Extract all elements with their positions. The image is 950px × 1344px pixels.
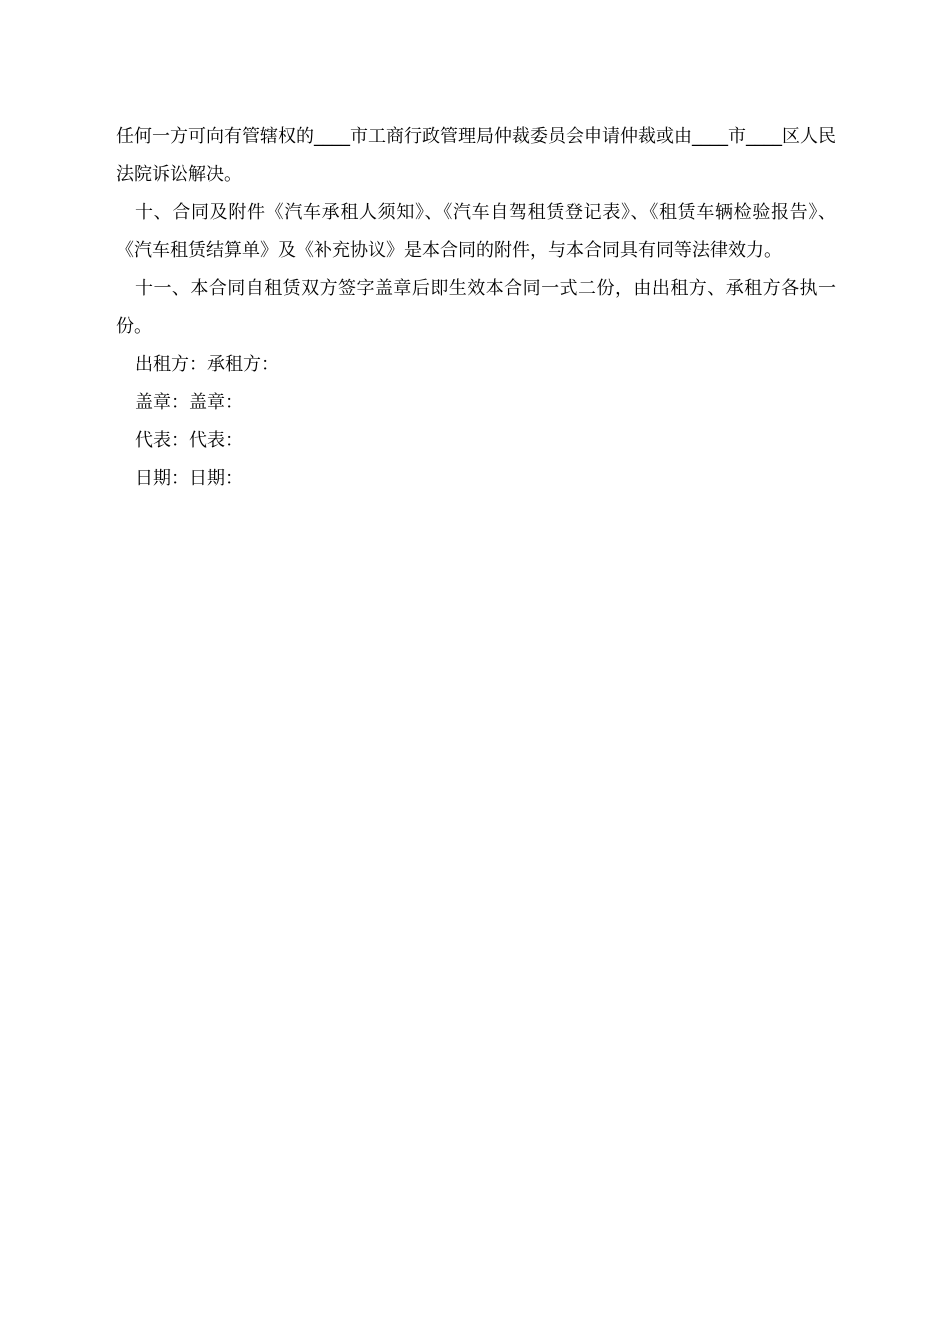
signature-representative-line: 代表：代表： — [135, 430, 243, 451]
clause-ten-paragraph: 十、合同及附件《汽车承租人须知》、《汽车自驾租赁登记表》、《租赁车辆检验报告》、《汽车租赁结算单》及《补充协议》是本合同的附件，与本合同具有同等法律效力。 — [116, 202, 836, 261]
document-body — [116, 118, 836, 498]
dispute-resolution-paragraph: 任何一方可向有管辖权的____市工商行政管理局仲裁委员会申请仲裁或由____市____区人民法院诉讼解决。 — [116, 126, 836, 185]
clause-eleven-paragraph: 十一、本合同自租赁双方签字盖章后即生效本合同一式二份，由出租方、承租方各执一份。 — [116, 278, 836, 337]
signature-block — [116, 346, 836, 498]
signature-seal-line: 盖章：盖章： — [135, 392, 243, 413]
signature-parties-line: 出租方：承租方： — [135, 354, 279, 375]
signature-date-line: 日期：日期： — [135, 468, 243, 489]
